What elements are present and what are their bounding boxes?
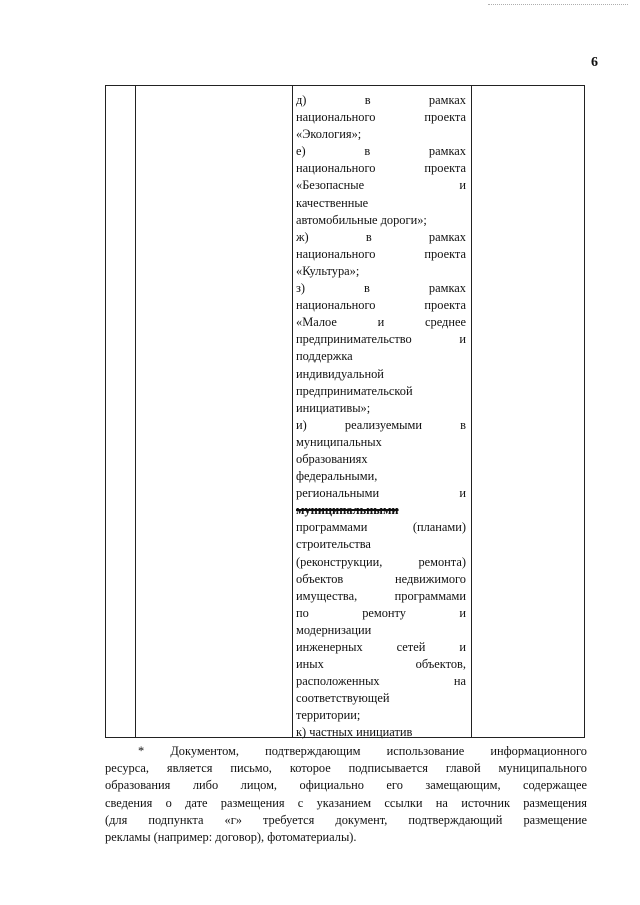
cell-line: национального проекта: [296, 298, 466, 313]
cell-line: национального проекта: [296, 161, 466, 176]
cell-line: качественные: [296, 195, 369, 210]
cell-line: автомобильные дороги»;: [296, 212, 427, 227]
cell-line: объектов недвижимого: [296, 571, 466, 586]
cell-line: «Малое и среднее: [296, 315, 466, 330]
cell-line: индивидуальной: [296, 366, 384, 381]
table-column-divider: [135, 86, 136, 737]
cell-line: муниципальными: [296, 503, 399, 518]
cell-line: (реконструкции, ремонта): [296, 554, 466, 569]
cell-line: з) в рамках: [296, 281, 466, 296]
table-column-divider: [471, 86, 472, 737]
cell-line: национального проекта: [296, 110, 466, 125]
footnote-line: сведения о дате размещения с указанием ссылки на источник размещения: [105, 795, 587, 810]
footnote-line: * Документом, подтверждающим использование информационного: [138, 744, 587, 758]
cell-line: ж) в рамках: [296, 229, 466, 244]
footnote: [105, 743, 587, 846]
cell-line: муниципальных: [296, 434, 382, 449]
cell-line: предпринимательство и: [296, 332, 466, 347]
cell-line: «Культура»;: [296, 263, 360, 278]
cell-line: по ремонту и: [296, 605, 466, 620]
cell-line: имущества, программами: [296, 588, 466, 603]
cell-line: расположенных на: [296, 674, 466, 689]
table-column-divider: [292, 86, 293, 737]
cell-line: программами (планами): [296, 520, 466, 535]
footnote-line: образования либо лицом, официально его замещающим, содержащее: [105, 778, 587, 793]
cell-line: и) реализуемыми в: [296, 417, 466, 432]
footnote-line: (для подпункта «г» требуется документ, подтверждающий размещение: [105, 812, 587, 827]
cell-line: модернизации: [296, 622, 372, 637]
cell-line: е) в рамках: [296, 144, 466, 159]
cell-line: поддержка: [296, 349, 353, 364]
cell-line: национального проекта: [296, 246, 466, 261]
table-cell-projects-list: [296, 92, 466, 742]
footnote-line: ресурса, является письмо, которое подписывается главой муниципального: [105, 761, 587, 776]
cell-line: инициативы»;: [296, 400, 371, 415]
cell-line: к) частных инициатив: [296, 725, 413, 740]
cell-line: д) в рамках: [296, 93, 466, 107]
cell-line: территории;: [296, 708, 361, 723]
cell-line: «Безопасные и: [296, 178, 466, 193]
cell-line: федеральными,: [296, 469, 378, 484]
page-number: 6: [591, 55, 598, 70]
scan-artifact: [488, 4, 628, 11]
cell-line: «Экология»;: [296, 127, 362, 142]
cell-line: строительства: [296, 537, 371, 552]
footnote-line: рекламы (например: договор), фотоматериалы).: [105, 829, 357, 844]
cell-line: соответствующей: [296, 691, 390, 706]
cell-line: региональными и: [296, 486, 466, 501]
cell-line: предпринимательской: [296, 383, 413, 398]
cell-line: инженерных сетей и: [296, 640, 466, 654]
cell-line: иных объектов,: [296, 657, 466, 672]
cell-line: образованиях: [296, 451, 368, 466]
